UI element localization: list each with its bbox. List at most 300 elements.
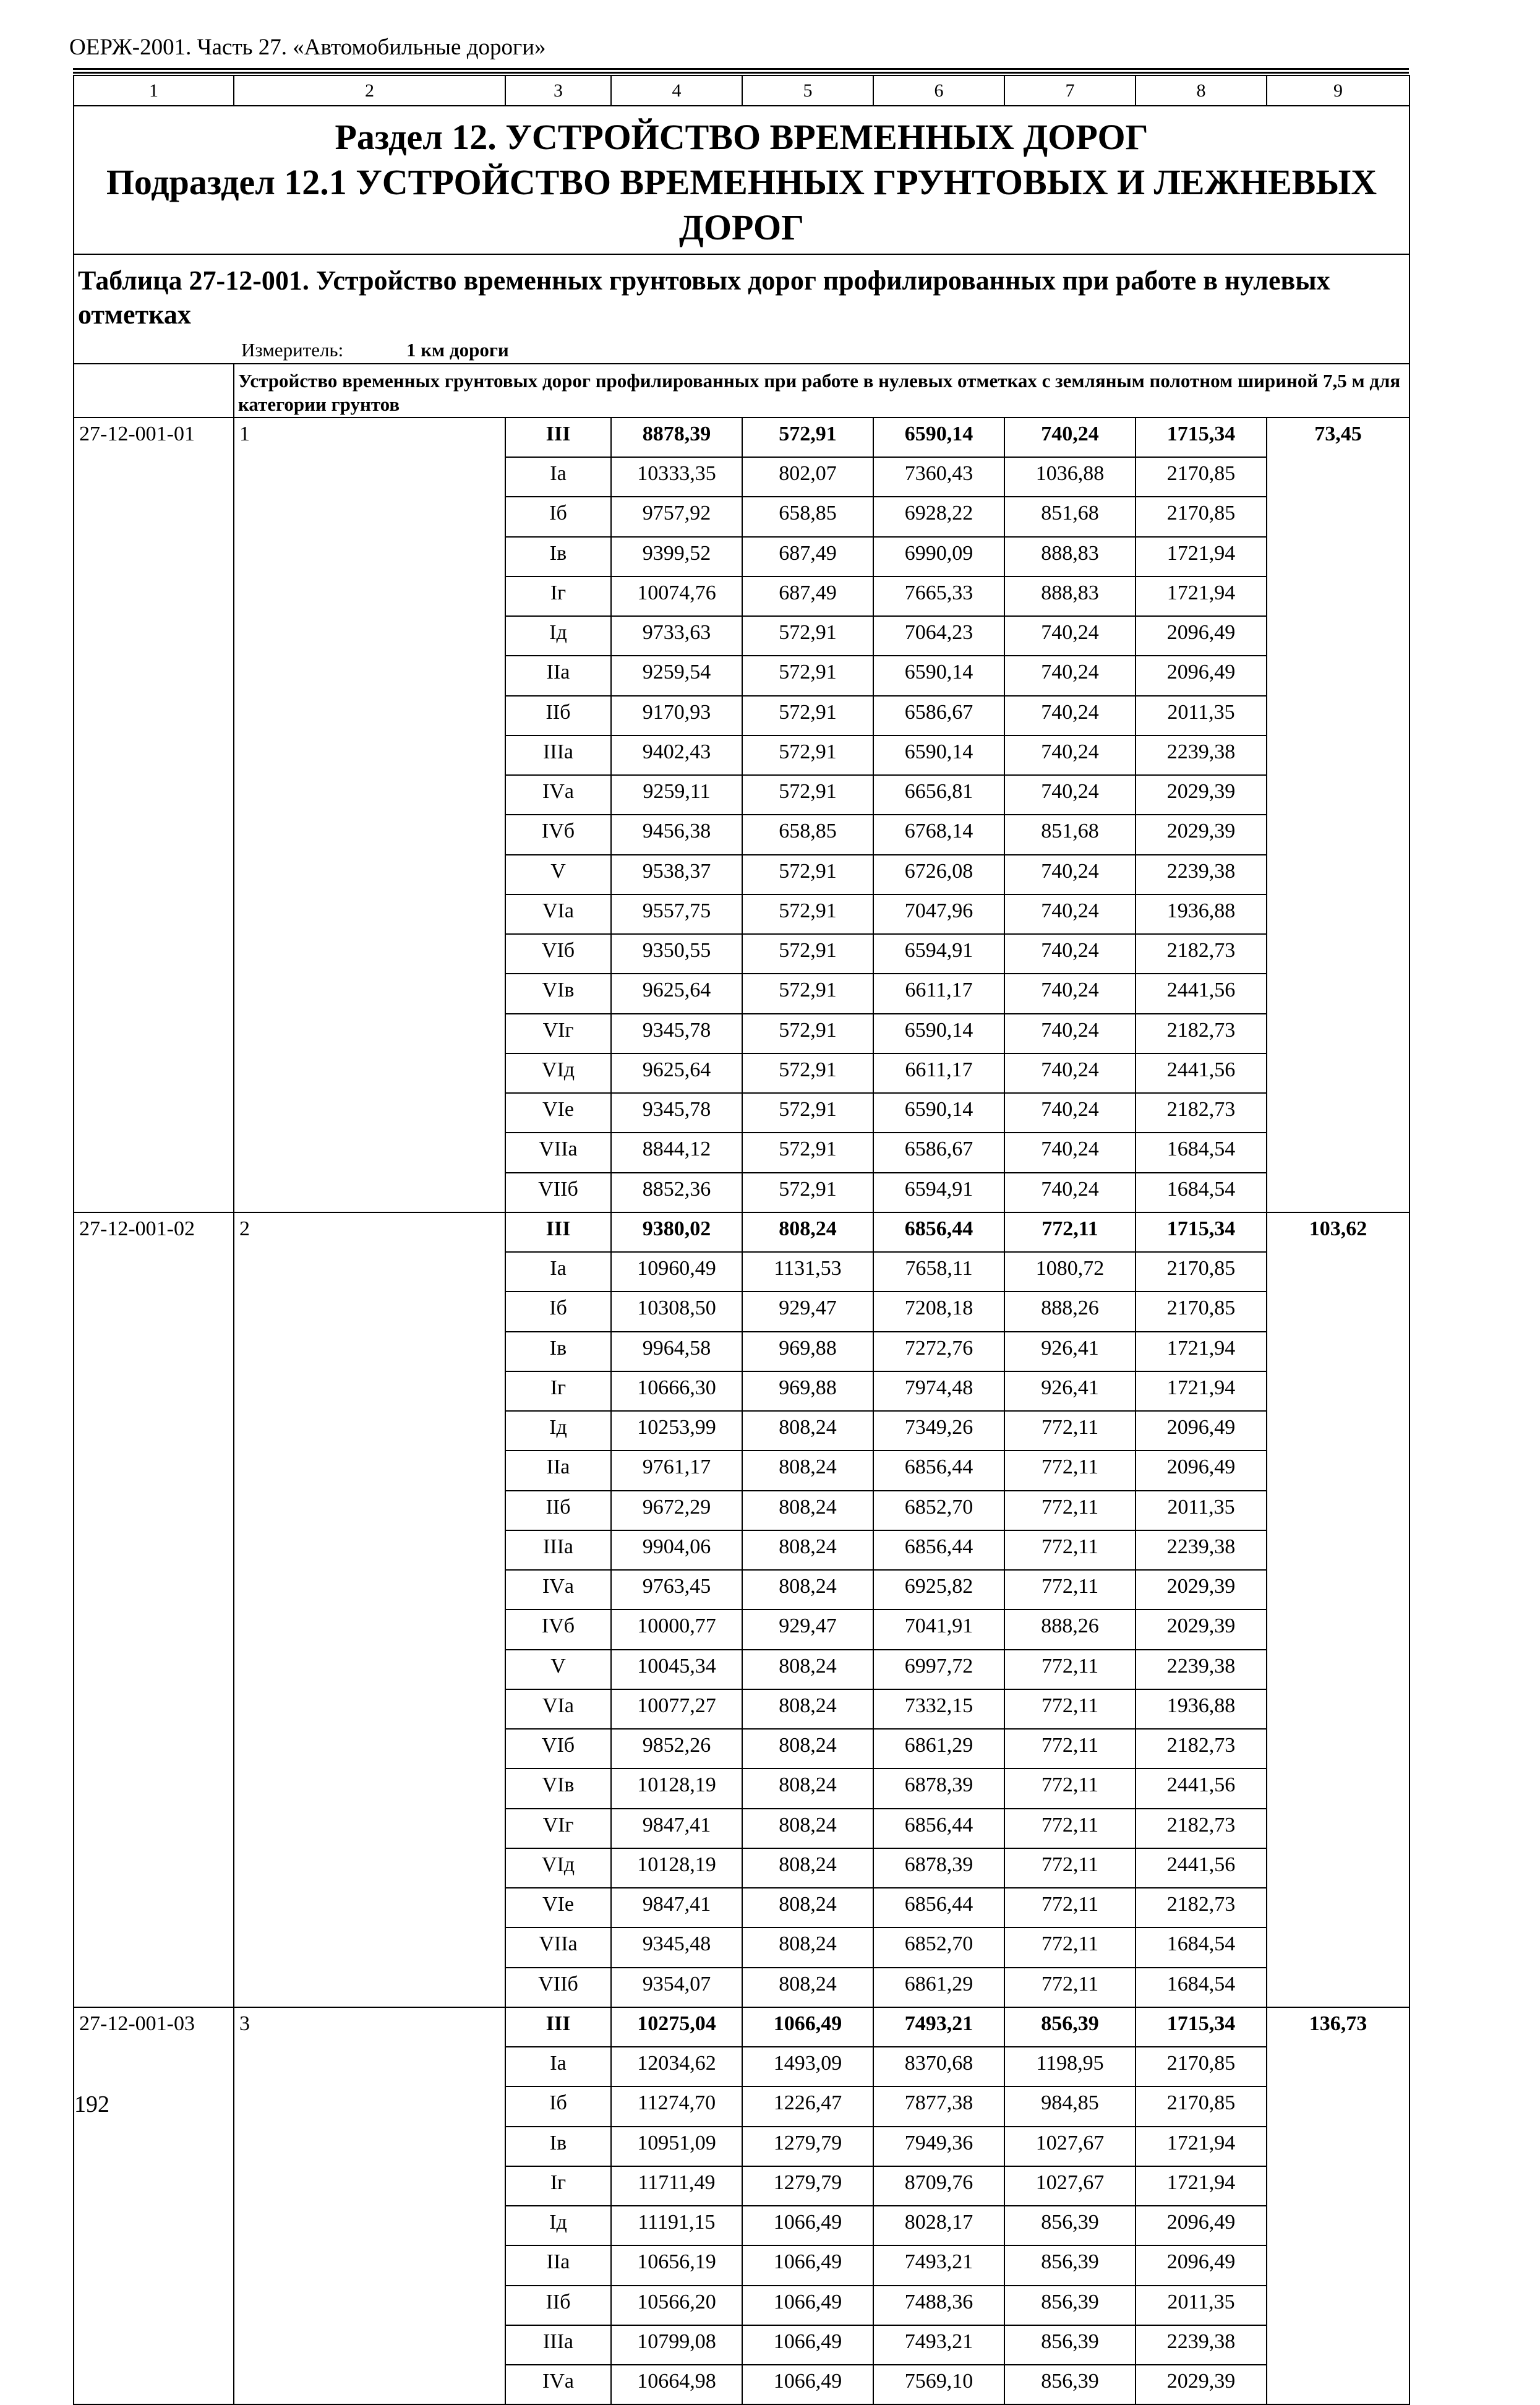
page-number: 192 bbox=[74, 2091, 109, 2117]
soil-category: VIIб bbox=[505, 1968, 611, 2007]
value-col-7: 740,24 bbox=[1004, 1173, 1136, 1212]
soil-category: IIб bbox=[505, 696, 611, 735]
value-col-7: 740,24 bbox=[1004, 616, 1136, 656]
value-col-6: 6590,14 bbox=[873, 656, 1004, 695]
soil-category: VIе bbox=[505, 1888, 611, 1927]
soil-category: VIв bbox=[505, 1768, 611, 1808]
value-col-4: 9557,75 bbox=[611, 894, 742, 934]
value-col-5: 808,24 bbox=[742, 1888, 873, 1927]
value-col-4: 9852,26 bbox=[611, 1729, 742, 1768]
section-header-cell bbox=[74, 106, 1410, 254]
value-col-5: 1279,79 bbox=[742, 2166, 873, 2206]
value-col-6: 7272,76 bbox=[873, 1332, 1004, 1371]
value-col-7: 772,11 bbox=[1004, 1689, 1136, 1729]
soil-category: Iг bbox=[505, 1371, 611, 1411]
value-col-4: 9345,48 bbox=[611, 1927, 742, 1967]
value-col-5: 808,24 bbox=[742, 1570, 873, 1610]
value-col-7: 888,26 bbox=[1004, 1610, 1136, 1649]
value-col-5: 572,91 bbox=[742, 1014, 873, 1053]
value-col-4: 9380,02 bbox=[611, 1212, 742, 1252]
value-col-8: 2011,35 bbox=[1136, 696, 1267, 735]
value-col-7: 888,83 bbox=[1004, 577, 1136, 616]
soil-category: VIа bbox=[505, 894, 611, 934]
table-row bbox=[74, 1212, 1410, 1252]
soil-category: Iа bbox=[505, 1252, 611, 1292]
value-col-7: 856,39 bbox=[1004, 2286, 1136, 2325]
value-col-8: 1684,54 bbox=[1136, 1173, 1267, 1212]
value-col-7: 772,11 bbox=[1004, 1729, 1136, 1768]
value-col-5: 1066,49 bbox=[742, 2286, 873, 2325]
value-col-4: 9350,55 bbox=[611, 934, 742, 974]
value-col-4: 9259,11 bbox=[611, 775, 742, 815]
value-col-5: 808,24 bbox=[742, 1491, 873, 1530]
soil-category: Iб bbox=[505, 1292, 611, 1331]
value-col-5: 808,24 bbox=[742, 1968, 873, 2007]
value-col-5: 658,85 bbox=[742, 497, 873, 536]
value-col-7: 851,68 bbox=[1004, 815, 1136, 854]
value-col-5: 572,91 bbox=[742, 656, 873, 695]
value-col-6: 6726,08 bbox=[873, 855, 1004, 894]
value-col-7: 772,11 bbox=[1004, 1411, 1136, 1451]
value-col-8: 1721,94 bbox=[1136, 1371, 1267, 1411]
value-col-6: 7064,23 bbox=[873, 616, 1004, 656]
value-col-6: 6928,22 bbox=[873, 497, 1004, 536]
soil-category: IVа bbox=[505, 2365, 611, 2404]
soil-category: VIб bbox=[505, 934, 611, 974]
soil-category: III bbox=[505, 1212, 611, 1252]
value-col-5: 572,91 bbox=[742, 418, 873, 457]
value-col-8: 2239,38 bbox=[1136, 735, 1267, 775]
soil-category: IIа bbox=[505, 2245, 611, 2285]
value-col-8: 2096,49 bbox=[1136, 1411, 1267, 1451]
column-number: 8 bbox=[1136, 75, 1267, 106]
value-col-5: 1066,49 bbox=[742, 2206, 873, 2245]
soil-category: VIд bbox=[505, 1848, 611, 1888]
value-col-8: 2011,35 bbox=[1136, 1491, 1267, 1530]
value-col-5: 1131,53 bbox=[742, 1252, 873, 1292]
value-col-5: 808,24 bbox=[742, 1809, 873, 1848]
value-col-7: 772,11 bbox=[1004, 1768, 1136, 1808]
value-col-5: 808,24 bbox=[742, 1848, 873, 1888]
value-col-4: 12034,62 bbox=[611, 2047, 742, 2086]
value-col-8: 2096,49 bbox=[1136, 1451, 1267, 1490]
value-col-7: 772,11 bbox=[1004, 1888, 1136, 1927]
rate-number: 1 bbox=[234, 418, 505, 1212]
value-col-6: 6590,14 bbox=[873, 1014, 1004, 1053]
value-col-6: 7332,15 bbox=[873, 1689, 1004, 1729]
value-col-5: 572,91 bbox=[742, 616, 873, 656]
value-col-5: 1226,47 bbox=[742, 2086, 873, 2126]
value-col-8: 2170,85 bbox=[1136, 497, 1267, 536]
value-col-8: 2170,85 bbox=[1136, 2086, 1267, 2126]
value-col-8: 2029,39 bbox=[1136, 775, 1267, 815]
value-col-4: 9354,07 bbox=[611, 1968, 742, 2007]
value-col-7: 1198,95 bbox=[1004, 2047, 1136, 2086]
soil-category: Iб bbox=[505, 2086, 611, 2126]
soil-category: VIе bbox=[505, 1093, 611, 1133]
rate-code: 27-12-001-01 bbox=[74, 418, 234, 1212]
value-col-6: 7493,21 bbox=[873, 2245, 1004, 2285]
value-col-6: 6856,44 bbox=[873, 1212, 1004, 1252]
value-col-5: 808,24 bbox=[742, 1212, 873, 1252]
value-col-7: 772,11 bbox=[1004, 1927, 1136, 1967]
weight-value: 103,62 bbox=[1267, 1212, 1410, 2007]
value-col-6: 6856,44 bbox=[873, 1888, 1004, 1927]
value-col-7: 772,11 bbox=[1004, 1491, 1136, 1530]
value-col-4: 10566,20 bbox=[611, 2286, 742, 2325]
value-col-7: 856,39 bbox=[1004, 2245, 1136, 2285]
value-col-8: 2239,38 bbox=[1136, 1530, 1267, 1570]
value-col-5: 808,24 bbox=[742, 1768, 873, 1808]
value-col-6: 7949,36 bbox=[873, 2127, 1004, 2166]
header-rule-top bbox=[73, 68, 1409, 70]
value-col-5: 808,24 bbox=[742, 1451, 873, 1490]
value-col-4: 11191,15 bbox=[611, 2206, 742, 2245]
soil-category: Iг bbox=[505, 2166, 611, 2206]
value-col-7: 740,24 bbox=[1004, 418, 1136, 457]
value-col-6: 7493,21 bbox=[873, 2007, 1004, 2047]
value-col-6: 7047,96 bbox=[873, 894, 1004, 934]
running-header: ОЕРЖ-2001. Часть 27. «Автомобильные дороги» bbox=[69, 35, 546, 60]
table-title: Таблица 27-12-001. Устройство временных грунтовых дорог профилированных при работе в нулевых отметках bbox=[78, 265, 1330, 330]
soil-category: Iд bbox=[505, 616, 611, 656]
value-col-5: 802,07 bbox=[742, 457, 873, 497]
value-col-6: 7041,91 bbox=[873, 1610, 1004, 1649]
value-col-7: 856,39 bbox=[1004, 2365, 1136, 2404]
value-col-6: 6656,81 bbox=[873, 775, 1004, 815]
value-col-5: 572,91 bbox=[742, 696, 873, 735]
value-col-4: 9399,52 bbox=[611, 537, 742, 577]
value-col-8: 2182,73 bbox=[1136, 1093, 1267, 1133]
value-col-8: 2441,56 bbox=[1136, 1848, 1267, 1888]
value-col-4: 9538,37 bbox=[611, 855, 742, 894]
value-col-6: 6925,82 bbox=[873, 1570, 1004, 1610]
value-col-8: 1721,94 bbox=[1136, 2166, 1267, 2206]
soil-category: IIб bbox=[505, 1491, 611, 1530]
soil-category: III bbox=[505, 418, 611, 457]
value-col-8: 2239,38 bbox=[1136, 855, 1267, 894]
value-col-6: 6590,14 bbox=[873, 418, 1004, 457]
value-col-5: 808,24 bbox=[742, 1411, 873, 1451]
value-col-6: 6852,70 bbox=[873, 1927, 1004, 1967]
value-col-4: 9259,54 bbox=[611, 656, 742, 695]
value-col-7: 740,24 bbox=[1004, 735, 1136, 775]
value-col-8: 2096,49 bbox=[1136, 656, 1267, 695]
value-col-8: 2170,85 bbox=[1136, 2047, 1267, 2086]
value-col-8: 2170,85 bbox=[1136, 1292, 1267, 1331]
value-col-4: 10960,49 bbox=[611, 1252, 742, 1292]
value-col-4: 10074,76 bbox=[611, 577, 742, 616]
soil-category: IIа bbox=[505, 656, 611, 695]
soil-category: IIIа bbox=[505, 2325, 611, 2365]
column-number: 7 bbox=[1004, 75, 1136, 106]
value-col-5: 969,88 bbox=[742, 1332, 873, 1371]
soil-category: Iв bbox=[505, 537, 611, 577]
value-col-5: 1066,49 bbox=[742, 2245, 873, 2285]
value-col-8: 2441,56 bbox=[1136, 974, 1267, 1013]
value-col-6: 6590,14 bbox=[873, 735, 1004, 775]
value-col-7: 740,24 bbox=[1004, 894, 1136, 934]
value-col-6: 7208,18 bbox=[873, 1292, 1004, 1331]
value-col-7: 740,24 bbox=[1004, 974, 1136, 1013]
value-col-5: 808,24 bbox=[742, 1530, 873, 1570]
value-col-6: 6878,39 bbox=[873, 1848, 1004, 1888]
value-col-4: 10128,19 bbox=[611, 1768, 742, 1808]
value-col-5: 1066,49 bbox=[742, 2365, 873, 2404]
soil-category: VIIб bbox=[505, 1173, 611, 1212]
value-col-6: 7569,10 bbox=[873, 2365, 1004, 2404]
value-col-7: 856,39 bbox=[1004, 2007, 1136, 2047]
value-col-4: 11274,70 bbox=[611, 2086, 742, 2126]
value-col-6: 6594,91 bbox=[873, 934, 1004, 974]
value-col-4: 10275,04 bbox=[611, 2007, 742, 2047]
rate-code: 27-12-001-03 bbox=[74, 2007, 234, 2405]
value-col-7: 772,11 bbox=[1004, 1848, 1136, 1888]
description-cell bbox=[234, 364, 1410, 417]
column-number: 2 bbox=[234, 75, 505, 106]
value-col-7: 856,39 bbox=[1004, 2325, 1136, 2365]
value-col-5: 658,85 bbox=[742, 815, 873, 854]
value-col-6: 7488,36 bbox=[873, 2286, 1004, 2325]
value-col-4: 10308,50 bbox=[611, 1292, 742, 1331]
value-col-5: 572,91 bbox=[742, 1093, 873, 1133]
value-col-5: 808,24 bbox=[742, 1650, 873, 1689]
soil-category: VIг bbox=[505, 1014, 611, 1053]
soil-category: Iа bbox=[505, 2047, 611, 2086]
value-col-5: 1066,49 bbox=[742, 2325, 873, 2365]
value-col-7: 1027,67 bbox=[1004, 2166, 1136, 2206]
value-col-7: 926,41 bbox=[1004, 1371, 1136, 1411]
value-col-4: 9625,64 bbox=[611, 1053, 742, 1093]
value-col-8: 1684,54 bbox=[1136, 1133, 1267, 1172]
soil-category: V bbox=[505, 855, 611, 894]
value-col-8: 2096,49 bbox=[1136, 2206, 1267, 2245]
value-col-4: 9757,92 bbox=[611, 497, 742, 536]
value-col-7: 772,11 bbox=[1004, 1530, 1136, 1570]
value-col-7: 740,24 bbox=[1004, 696, 1136, 735]
soil-category: IIа bbox=[505, 1451, 611, 1490]
value-col-5: 929,47 bbox=[742, 1292, 873, 1331]
value-col-4: 9456,38 bbox=[611, 815, 742, 854]
soil-category: VIг bbox=[505, 1809, 611, 1848]
description-row bbox=[74, 364, 1410, 417]
value-col-6: 6611,17 bbox=[873, 974, 1004, 1013]
value-col-6: 7665,33 bbox=[873, 577, 1004, 616]
value-col-6: 6878,39 bbox=[873, 1768, 1004, 1808]
value-col-5: 572,91 bbox=[742, 934, 873, 974]
value-col-5: 572,91 bbox=[742, 735, 873, 775]
value-col-5: 572,91 bbox=[742, 1053, 873, 1093]
soil-category: Iв bbox=[505, 1332, 611, 1371]
value-col-4: 9672,29 bbox=[611, 1491, 742, 1530]
value-col-7: 772,11 bbox=[1004, 1650, 1136, 1689]
value-col-7: 926,41 bbox=[1004, 1332, 1136, 1371]
soil-category: IVб bbox=[505, 1610, 611, 1649]
value-col-6: 8028,17 bbox=[873, 2206, 1004, 2245]
value-col-6: 7658,11 bbox=[873, 1252, 1004, 1292]
value-col-8: 2239,38 bbox=[1136, 2325, 1267, 2365]
value-col-5: 1493,09 bbox=[742, 2047, 873, 2086]
soil-category: Iд bbox=[505, 2206, 611, 2245]
value-col-8: 2182,73 bbox=[1136, 1888, 1267, 1927]
value-col-8: 2011,35 bbox=[1136, 2286, 1267, 2325]
value-col-5: 572,91 bbox=[742, 855, 873, 894]
value-col-4: 10253,99 bbox=[611, 1411, 742, 1451]
measure-label: Измеритель: bbox=[241, 339, 344, 361]
value-col-7: 772,11 bbox=[1004, 1212, 1136, 1252]
value-col-7: 740,24 bbox=[1004, 775, 1136, 815]
value-col-8: 2029,39 bbox=[1136, 2365, 1267, 2404]
value-col-6: 6856,44 bbox=[873, 1451, 1004, 1490]
value-col-4: 10664,98 bbox=[611, 2365, 742, 2404]
soil-category: IVа bbox=[505, 1570, 611, 1610]
value-col-6: 6586,67 bbox=[873, 1133, 1004, 1172]
value-col-7: 772,11 bbox=[1004, 1809, 1136, 1848]
value-col-8: 1715,34 bbox=[1136, 418, 1267, 457]
header-rule-bottom bbox=[73, 72, 1409, 74]
value-col-5: 929,47 bbox=[742, 1610, 873, 1649]
value-col-7: 888,26 bbox=[1004, 1292, 1136, 1331]
value-col-8: 2441,56 bbox=[1136, 1768, 1267, 1808]
value-col-8: 1715,34 bbox=[1136, 2007, 1267, 2047]
value-col-6: 6856,44 bbox=[873, 1530, 1004, 1570]
value-col-4: 10951,09 bbox=[611, 2127, 742, 2166]
description-text: Устройство временных грунтовых дорог профилированных при работе в нулевых отметках с земляным полотном шириной 7,5 м для категории грунтов bbox=[238, 370, 1401, 415]
value-col-5: 572,91 bbox=[742, 974, 873, 1013]
value-col-7: 740,24 bbox=[1004, 934, 1136, 974]
value-col-5: 572,91 bbox=[742, 1133, 873, 1172]
value-col-5: 808,24 bbox=[742, 1927, 873, 1967]
soil-category: IVа bbox=[505, 775, 611, 815]
section-title: Раздел 12. УСТРОЙСТВО ВРЕМЕННЫХ ДОРОГ bbox=[335, 117, 1149, 157]
value-col-5: 1066,49 bbox=[742, 2007, 873, 2047]
value-col-7: 1027,67 bbox=[1004, 2127, 1136, 2166]
value-col-6: 8709,76 bbox=[873, 2166, 1004, 2206]
value-col-7: 1080,72 bbox=[1004, 1252, 1136, 1292]
column-number: 5 bbox=[742, 75, 873, 106]
value-col-7: 740,24 bbox=[1004, 1053, 1136, 1093]
value-col-6: 6861,29 bbox=[873, 1729, 1004, 1768]
value-col-4: 9402,43 bbox=[611, 735, 742, 775]
value-col-4: 9625,64 bbox=[611, 974, 742, 1013]
value-col-8: 2029,39 bbox=[1136, 815, 1267, 854]
column-number: 4 bbox=[611, 75, 742, 106]
column-number: 6 bbox=[873, 75, 1004, 106]
value-col-4: 9904,06 bbox=[611, 1530, 742, 1570]
value-col-6: 6997,72 bbox=[873, 1650, 1004, 1689]
rate-number: 3 bbox=[234, 2007, 505, 2405]
value-col-8: 1936,88 bbox=[1136, 1689, 1267, 1729]
value-col-8: 2170,85 bbox=[1136, 1252, 1267, 1292]
value-col-7: 772,11 bbox=[1004, 1451, 1136, 1490]
value-col-4: 11711,49 bbox=[611, 2166, 742, 2206]
value-col-8: 2239,38 bbox=[1136, 1650, 1267, 1689]
value-col-8: 2096,49 bbox=[1136, 616, 1267, 656]
value-col-8: 1721,94 bbox=[1136, 2127, 1267, 2166]
value-col-7: 1036,88 bbox=[1004, 457, 1136, 497]
value-col-7: 851,68 bbox=[1004, 497, 1136, 536]
value-col-5: 572,91 bbox=[742, 894, 873, 934]
value-col-4: 8852,36 bbox=[611, 1173, 742, 1212]
weight-value: 73,45 bbox=[1267, 418, 1410, 1212]
value-col-6: 7360,43 bbox=[873, 457, 1004, 497]
value-col-7: 740,24 bbox=[1004, 1133, 1136, 1172]
value-col-8: 2182,73 bbox=[1136, 1014, 1267, 1053]
value-col-4: 10656,19 bbox=[611, 2245, 742, 2285]
value-col-8: 2029,39 bbox=[1136, 1610, 1267, 1649]
value-col-6: 7877,38 bbox=[873, 2086, 1004, 2126]
value-col-8: 1936,88 bbox=[1136, 894, 1267, 934]
value-col-4: 10077,27 bbox=[611, 1689, 742, 1729]
value-col-4: 9733,63 bbox=[611, 616, 742, 656]
value-col-8: 1684,54 bbox=[1136, 1927, 1267, 1967]
value-col-4: 10045,34 bbox=[611, 1650, 742, 1689]
value-col-8: 2029,39 bbox=[1136, 1570, 1267, 1610]
value-col-6: 6586,67 bbox=[873, 696, 1004, 735]
value-col-4: 9847,41 bbox=[611, 1888, 742, 1927]
value-col-4: 10799,08 bbox=[611, 2325, 742, 2365]
column-number: 9 bbox=[1267, 75, 1410, 106]
value-col-6: 6590,14 bbox=[873, 1093, 1004, 1133]
column-number: 1 bbox=[74, 75, 234, 106]
value-col-6: 6861,29 bbox=[873, 1968, 1004, 2007]
table-header-row bbox=[74, 254, 1410, 364]
value-col-7: 772,11 bbox=[1004, 1570, 1136, 1610]
table-header-cell bbox=[74, 254, 1410, 364]
value-col-8: 1715,34 bbox=[1136, 1212, 1267, 1252]
value-col-8: 1684,54 bbox=[1136, 1968, 1267, 2007]
value-col-6: 7349,26 bbox=[873, 1411, 1004, 1451]
subsection-title: Подраздел 12.1 УСТРОЙСТВО ВРЕМЕННЫХ ГРУНТОВЫХ И ЛЕЖНЕВЫХ ДОРОГ bbox=[106, 162, 1377, 247]
value-col-6: 6594,91 bbox=[873, 1173, 1004, 1212]
value-col-7: 984,85 bbox=[1004, 2086, 1136, 2126]
soil-category: IIIа bbox=[505, 1530, 611, 1570]
value-col-8: 1721,94 bbox=[1136, 577, 1267, 616]
soil-category: IIIа bbox=[505, 735, 611, 775]
value-col-8: 2182,73 bbox=[1136, 1809, 1267, 1848]
value-col-6: 7974,48 bbox=[873, 1371, 1004, 1411]
value-col-5: 1279,79 bbox=[742, 2127, 873, 2166]
soil-category: Iб bbox=[505, 497, 611, 536]
table-row bbox=[74, 2007, 1410, 2047]
value-col-4: 8878,39 bbox=[611, 418, 742, 457]
rate-number: 2 bbox=[234, 1212, 505, 2007]
value-col-5: 808,24 bbox=[742, 1689, 873, 1729]
value-col-8: 2182,73 bbox=[1136, 1729, 1267, 1768]
table-row bbox=[74, 418, 1410, 457]
value-col-5: 687,49 bbox=[742, 577, 873, 616]
soil-category: Iд bbox=[505, 1411, 611, 1451]
description-blank-1 bbox=[74, 364, 234, 417]
soil-category: IIб bbox=[505, 2286, 611, 2325]
value-col-4: 9761,17 bbox=[611, 1451, 742, 1490]
value-col-4: 10000,77 bbox=[611, 1610, 742, 1649]
value-col-5: 969,88 bbox=[742, 1371, 873, 1411]
soil-category: IVб bbox=[505, 815, 611, 854]
section-header-row bbox=[74, 106, 1410, 254]
value-col-7: 740,24 bbox=[1004, 1014, 1136, 1053]
value-col-4: 10128,19 bbox=[611, 1848, 742, 1888]
soil-category: Iг bbox=[505, 577, 611, 616]
value-col-5: 808,24 bbox=[742, 1729, 873, 1768]
value-col-7: 772,11 bbox=[1004, 1968, 1136, 2007]
soil-category: Iв bbox=[505, 2127, 611, 2166]
value-col-5: 572,91 bbox=[742, 775, 873, 815]
measure-line bbox=[78, 340, 1405, 359]
value-col-4: 9847,41 bbox=[611, 1809, 742, 1848]
value-col-7: 856,39 bbox=[1004, 2206, 1136, 2245]
value-col-4: 9964,58 bbox=[611, 1332, 742, 1371]
